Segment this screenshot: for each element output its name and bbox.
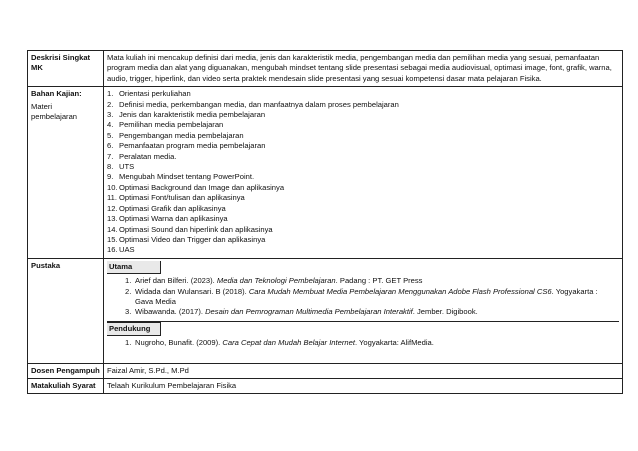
reference-publisher: . Padang : PT. GET Press [335, 276, 423, 286]
topic-number: 8. [107, 162, 114, 172]
topic-number: 10. [107, 182, 118, 192]
reference-text [135, 287, 615, 308]
topic-list-cell [104, 87, 623, 259]
topic-number: 14. [107, 224, 118, 234]
topic-list [107, 89, 619, 256]
topic-text: Pengembangan media pembelajaran [119, 130, 244, 140]
reference-number: 1. [125, 338, 132, 348]
topic-text: Optimasi Video dan Trigger dan aplikasinya [119, 234, 266, 244]
reference-title: Cara Cepat dan Mudah Belajar Internet [222, 338, 355, 348]
utama-heading: Utama [107, 261, 161, 274]
topic-item [107, 214, 619, 224]
label-dosen: Dosen Pengampuh [28, 363, 104, 378]
topic-text: Mengubah Mindset tentang PowerPoint. [119, 172, 255, 182]
label-bahan-kajian: Bahan Kajian: Materi pembelajaran [28, 87, 104, 259]
reference-item [125, 307, 615, 317]
reference-item [125, 276, 615, 286]
topic-number: 6. [107, 141, 114, 151]
row-pustaka [28, 258, 623, 363]
reference-title: Desain dan Pemrograman Multimedia Pembelajaran Interaktif [205, 307, 413, 317]
utama-list [107, 274, 619, 321]
label-pustaka: Pustaka [28, 258, 104, 363]
topic-item [107, 193, 619, 203]
topic-text: Pemilihan media pembelajaran [119, 120, 224, 130]
topic-text: Optimasi Grafik dan aplikasinya [119, 203, 226, 213]
reference-number: 1. [125, 276, 132, 286]
text-syarat: Telaah Kurikulum Pembelajaran Fisika [104, 378, 623, 393]
topic-item [107, 100, 619, 110]
label-deskripsi: Deskrisi Singkat MK [28, 51, 104, 87]
topic-number: 4. [107, 120, 114, 130]
reference-item [125, 338, 615, 348]
reference-author: Nugroho, Bunafit. (2009). [135, 338, 223, 348]
topic-number: 13. [107, 214, 118, 224]
reference-publisher: . Jember. Digibook. [412, 307, 478, 317]
topic-item [107, 245, 619, 255]
topic-item [107, 225, 619, 235]
reference-text [135, 338, 434, 348]
topic-text: Jenis dan karakteristik media pembelajaran [119, 110, 266, 120]
reference-number: 2. [125, 286, 132, 296]
topic-text: Optimasi Font/tulisan dan aplikasinya [119, 193, 245, 203]
topic-number: 7. [107, 151, 114, 161]
pendukung-heading: Pendukung [107, 322, 161, 336]
topic-item [107, 235, 619, 245]
label-syarat: Matakuliah Syarat [28, 378, 104, 393]
reference-text [135, 307, 478, 317]
topic-text: UTS [119, 162, 135, 172]
reference-number: 3. [125, 307, 132, 317]
topic-item [107, 89, 619, 99]
topic-item [107, 152, 619, 162]
topic-item [107, 172, 619, 182]
topic-item [107, 141, 619, 151]
topic-number: 16. [107, 245, 118, 255]
topic-text: Pemanfaatan program media pembelajaran [119, 141, 266, 151]
topic-item [107, 131, 619, 141]
text-dosen: Faizal Amir, S.Pd., M.Pd [104, 363, 623, 378]
topic-text: Peralatan media. [119, 151, 177, 161]
reference-title: Cara Mudah Membuat Media Pembelajaran Menggunakan Adobe Flash Professional CS6 [248, 286, 552, 296]
course-info-table [27, 50, 623, 394]
topic-text: Definisi media, perkembangan media, dan manfaatnya dalam proses pembelajaran [119, 99, 399, 109]
reference-publisher: . Yogyakarta : Gava Media [135, 286, 598, 306]
topic-number: 12. [107, 203, 118, 213]
topic-number: 5. [107, 130, 114, 140]
reference-author: Arief dan Bilferi. (2023). [135, 276, 217, 286]
references-cell [104, 258, 623, 363]
topic-item [107, 183, 619, 193]
row-dosen [28, 363, 623, 378]
reference-title: Media dan Teknologi Pembelajaran [216, 276, 336, 286]
row-syarat [28, 378, 623, 393]
reference-author: Widada dan Wulansari. B (2018). [135, 286, 249, 296]
topic-item [107, 204, 619, 214]
reference-publisher: . Yogyakarta: AlifMedia. [354, 338, 434, 348]
topic-text: Optimasi Sound dan hiperlink dan aplikasinya [119, 224, 273, 234]
topic-item [107, 110, 619, 120]
topic-item [107, 120, 619, 130]
topic-item [107, 162, 619, 172]
topic-number: 1. [107, 89, 114, 99]
topic-number: 15. [107, 234, 118, 244]
reference-author: Wibawanda. (2017). [135, 307, 206, 317]
pendukung-list [107, 336, 619, 360]
topic-number: 11. [107, 193, 117, 203]
topic-number: 3. [107, 110, 114, 120]
topic-text: Optimasi Background dan Image dan aplikasinya [119, 182, 285, 192]
reference-item [125, 287, 615, 308]
row-bahan-kajian [28, 87, 623, 259]
topic-number: 9. [107, 172, 114, 182]
row-deskripsi [28, 51, 623, 87]
topic-text: Optimasi Warna dan aplikasinya [119, 214, 228, 224]
references-utama [107, 261, 619, 322]
topic-text: Orientasi perkuliahan [119, 89, 191, 99]
topic-text: UAS [119, 245, 135, 255]
text-deskripsi: Mata kuliah ini mencakup definisi dari media, jenis dan karakteristik media, pengembangan media dan pemilihan media yang sesuai, pemanfaatan program media dan alat yang diguanakan, mengubah mindset tentang slide presentasi sebagai media audiovisual, optimasi image, font, grafik, warna, audio, trigger, hiperlink, dan video serta praktek mendesain slide presentasi yang sesuai kompetensi dasar mata pelajaran Fisika. [104, 51, 623, 87]
references-pendukung [107, 322, 619, 361]
topic-number: 2. [107, 99, 114, 109]
reference-text [135, 276, 422, 286]
